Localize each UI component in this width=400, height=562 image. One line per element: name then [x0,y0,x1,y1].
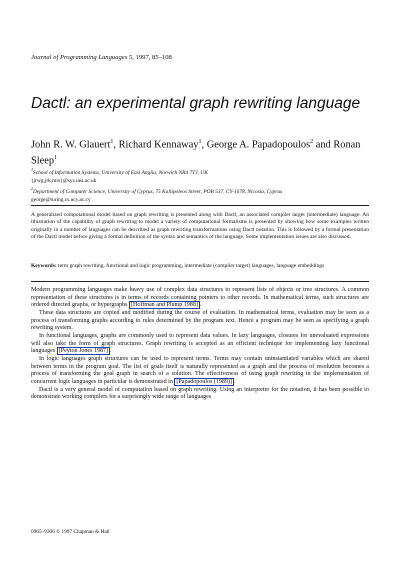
keywords [31,263,369,270]
email-address: george@turing.cs.ucy.ac.cy [31,196,91,203]
paragraph [31,333,369,356]
affiliation-2 [31,185,376,204]
citation-link[interactable]: [Hoffman and Plump 1988] [130,302,198,309]
copyright-footer: 0965–9306 © 1997 Chapman & Hall [31,529,110,535]
paragraph: These data structures are copied and modified during the course of evaluation. In mathematical terms, evaluation may be seen as a process of transforming graphs according to rules determined by the program text. Hence a program may be seen as specifying a graph rewriting system. [31,309,369,332]
paragraph-text: In logic languages graph structures can be used to represent terms. Terms may contain uninstantiated variables which are shared between terms in the program goal. The list of goals itself is naturally represented as a graph and the process of resolution becomes a process of transforming the goal graph in search of a solution. The effectiveness of using graph rewriting in the implementation of concurrent logic languages in particular is demonstrated in [31,355,369,385]
author-affil-marker: 1 [54,155,58,162]
paper-title: Dactl: an experimental graph rewriting language [31,95,361,112]
journal-header [31,54,172,61]
paragraph-text: . [110,348,112,355]
citation-link[interactable]: [Papadopoulos (1989)] [176,378,232,385]
email-address: {jrwg,jrk,mrs}@sys.uea.ac.uk [31,177,97,184]
author-separator: and [313,139,334,151]
paragraph-text: . [234,378,236,385]
paragraph-text: In functional languages, graphs are commonly used to represent data values. In lazy languages, closures for unevaluated expressions will also take the form of graph structures. Graph rewriting is accepted as an efficient technique for implementing lazy functional languages [31,332,369,355]
author-list [31,136,376,168]
author-separator: , [201,139,207,151]
author-separator: , [113,139,119,151]
journal-name: Journal of Programming Languages [31,54,128,61]
affiliation-text: School of Information Systems, University of East Anglia, Norwich NR4 7TJ, UK [33,169,208,176]
keywords-text: term graph rewriting, functional and logic programming, intermediate (compiler target) languages, language embeddings [58,263,325,269]
author-name: John R. W. Glauert [31,139,111,151]
paragraph [31,287,369,310]
paragraph-text: Modern programming languages make heavy use of complex data structures to represent lists of objects or tree structures. A common representation of these structures is in terms of records containing pointers to other records. In mathematical terms, such structures are ordered directed graphs, or hypergraphs [31,287,369,309]
affil-marker: 2 [31,185,33,191]
body-text [31,287,369,402]
affil-marker: 1 [31,167,33,172]
affiliations [31,166,376,204]
author-name: Richard Kennaway [118,139,199,151]
paragraph: Dactl is a very general model of computation based on graph rewriting. Using an interpreter for the notation, it has been possible to demonstrate working compilers for a surprisingly wide range of languages [31,386,369,401]
author-name: Ronan Sleep [31,139,361,167]
keywords-label: Keywords: [31,263,57,269]
paragraph [31,356,369,387]
affiliation-1 [31,166,376,185]
abstract-bottom-rule [31,281,369,282]
author-affil-marker: 1 [110,139,114,145]
abstract-top-rule [31,205,369,206]
author-affil-marker: 1 [198,139,202,145]
abstract: A generalized computational model based on graph rewriting is presented along with Dactl, an associated compiler target (intermediate) language. An illustration of the capability of graph rewriting to model a variety of computational formalisms is presented by showing how some examples written originally in a number of languages can be described as graph rewriting transformations using Dactl notation. This is followed by a formal presentation of the Dactl model before giving a formal definition of the syntax and semantics of the language. Some implementation issues are also discussed. [31,212,369,241]
author-affil-marker: 2 [310,139,314,145]
author-name: George A. Papadopoulos [206,139,311,151]
citation-link[interactable]: [Peyton Jones 1987] [58,348,109,355]
affiliation-text: Department of Computer Science, University of Cyprus, 75 Kallipoleos Street, POB 537, CY-1678, Nicosia, Cyprus [33,188,283,195]
paragraph-text: . [199,302,202,309]
journal-ref: 5, 1997, 85–108 [128,54,172,61]
